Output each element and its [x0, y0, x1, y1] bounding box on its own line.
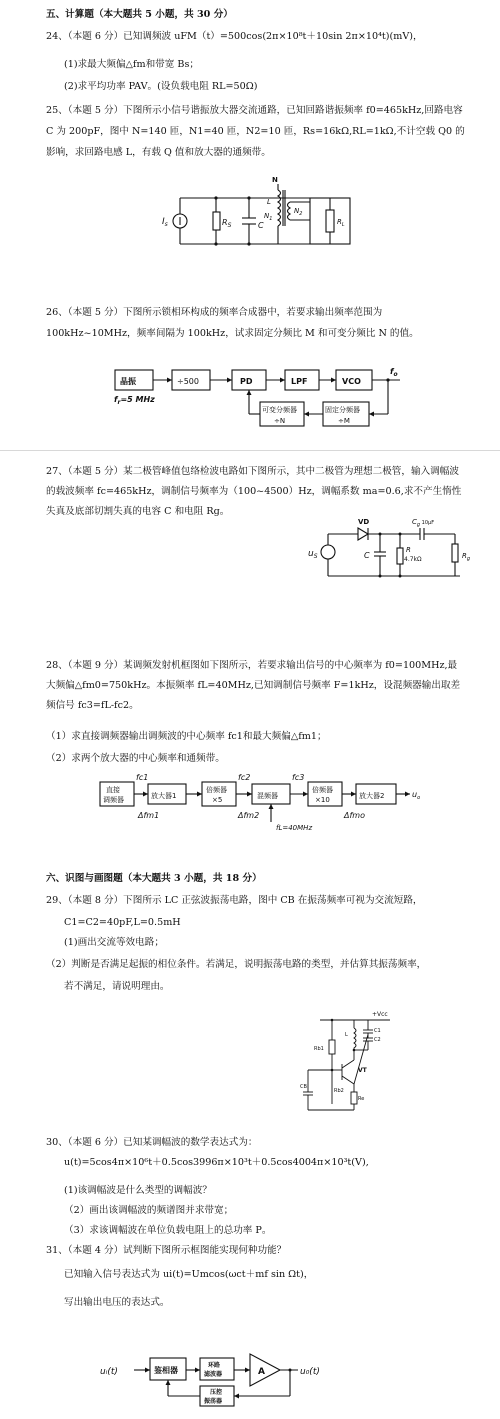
q31-ask: 写出输出电压的表达式。	[64, 1297, 170, 1308]
svg-text:调频器: 调频器	[103, 796, 124, 804]
svg-text:Δfm1: Δfm1	[138, 811, 160, 820]
svg-text:Δfmo: Δfmo	[344, 811, 365, 820]
q24-part1: (1)求最大频偏△fm和带宽 Bs；	[64, 59, 199, 70]
inductor-coil-icon	[278, 190, 281, 226]
q27-stem: 27、（本题 5 分）某二极管峰值包络检波电路如下图所示，其中二极管为理想二极管，输入调幅波的载波频率 fc=465kHz，调制信号频率为（100~4500）Hz，调幅系数 ma=0.6,求不产生惰性失真及底部切割失真的电容 C 和电阻 Rg。	[46, 466, 462, 517]
q25-stem: 25、（本题 5 分）下图所示小信号谐振放大器交流通路，已知回路谐振频率 f0=465kHz,回路电容 C 为 200pF，图中 N=140 匝，N1=40 匝，N2=10 匝，Rs=16kΩ,RL=1kΩ,不计空载 Q0 的影响，求回路电感 L，有载 Q 值和放大器的通频带。	[46, 105, 465, 158]
svg-text:混频器: 混频器	[257, 792, 278, 800]
resistor-rs-icon	[213, 212, 220, 230]
svg-text:CB: CB	[300, 1084, 307, 1090]
svg-text:PD: PD	[240, 377, 253, 386]
svg-text:fr=5 MHz: $f_r=5$ MHz	[114, 395, 155, 406]
q28-part2: （2）求两个放大器的中心频率和通频带。	[46, 753, 225, 764]
q28-block-diagram	[98, 768, 421, 838]
svg-text:放大器2: 放大器2	[359, 792, 385, 800]
svg-text:R: R	[406, 546, 411, 554]
q29-circuit	[300, 1010, 400, 1120]
q25-circuit	[160, 176, 360, 260]
svg-text:倍频器: 倍频器	[312, 786, 333, 794]
svg-text:fL=40MHz: fL=40MHz	[276, 824, 313, 832]
svg-text:VT: VT	[358, 1067, 367, 1074]
svg-text:可变分频器: 可变分频器	[262, 406, 297, 414]
svg-text:Cg 10μF: $C_g$ 10μF	[412, 518, 435, 528]
resistor-rl-icon	[326, 210, 334, 232]
q30-part1: (1)该调幅波是什么类型的调幅波？	[64, 1185, 212, 1196]
svg-text:固定分频器: 固定分频器	[325, 406, 360, 414]
svg-text:晶振: 晶振	[120, 377, 136, 386]
svg-text:C: C	[258, 221, 264, 230]
svg-text:LPF: LPF	[291, 377, 308, 386]
q29-part2: （2）判断是否满足起振的相位条件。若满足，说明振荡电路的类型，并估算其振荡频率，	[46, 959, 427, 970]
svg-text:4.7kΩ: 4.7kΩ	[404, 556, 422, 563]
q31-input: 已知输入信号表达式为 ui(t)=Umcos(ωct＋mf sin Ωt)，	[64, 1269, 314, 1280]
svg-text:÷N: ÷N	[274, 417, 286, 425]
q29-values: C1=C2=40pF,L=0.5mH	[64, 917, 181, 928]
svg-text:C: C	[364, 551, 370, 560]
q30-expression: u(t)=5cos4π×10⁶t＋0.5cos3996π×10³t＋0.5cos4004π×10³t(V),	[64, 1157, 369, 1168]
svg-text:÷500: ÷500	[177, 377, 199, 386]
svg-text:放大器1: 放大器1	[151, 792, 177, 800]
svg-text:×10: ×10	[315, 796, 330, 804]
q31-block-diagram	[100, 1350, 340, 1410]
svg-text:uS: $u_S$	[308, 549, 318, 560]
svg-text:振荡器: 振荡器	[204, 1398, 223, 1405]
svg-text:+Vcc: +Vcc	[372, 1011, 388, 1018]
svg-text:×5: ×5	[212, 796, 223, 804]
q28-stem: 28、（本题 9 分）某调频发射机框图如下图所示，若要求输出信号的中心频率为 f0=100MHz,最大频偏△fm0=750kHz。本振频率 fL=40MHz,已知调制信号频率 F=1kHz，设混频器输出取差频信号 fc3=fL-fc2。	[46, 660, 461, 711]
q26-block-diagram	[110, 362, 410, 434]
svg-text:Re: Re	[358, 1096, 365, 1102]
q28-part1: （1）求直接调频器输出调频波的中心频率 fc1和最大频偏△fm1；	[46, 731, 327, 742]
svg-text:C2: C2	[374, 1037, 381, 1043]
q24-stem: 24、（本题 6 分）已知调频波 uFM（t）=500cos(2π×10⁸t＋10sin 2π×10⁴t)(mV)，	[46, 31, 423, 42]
diode-icon	[358, 528, 368, 540]
svg-text:÷M: ÷M	[338, 417, 350, 425]
svg-text:VCO: VCO	[342, 377, 361, 386]
svg-text:fc2: fc2	[238, 773, 251, 782]
q30-part3: （3）求该调幅波在单位负载电阻上的总功率 P。	[64, 1225, 272, 1236]
svg-text:A: A	[258, 1367, 265, 1377]
svg-text:RL: $R_L$	[337, 218, 345, 228]
q31-stem: 31、（本题 4 分）试判断下图所示框图能实现何种功能？	[46, 1245, 287, 1256]
svg-text:鉴相器: 鉴相器	[154, 1366, 178, 1375]
svg-text:L: L	[267, 198, 271, 206]
svg-text:直接: 直接	[106, 786, 120, 794]
q24-part2: (2)求平均功率 PAV。(设负载电阻 RL=50Ω)	[64, 81, 258, 92]
q30-stem: 30、（本题 6 分）已知某调幅波的数学表达式为：	[46, 1137, 258, 1148]
svg-text:滤波器: 滤波器	[204, 1371, 223, 1378]
svg-text:VD: VD	[358, 518, 370, 526]
svg-text:N: N	[272, 176, 278, 184]
svg-text:Rb1: Rb1	[314, 1046, 324, 1052]
svg-text:Is: $I_s$	[162, 217, 168, 228]
svg-text:u₀(t): u₀(t)	[300, 1367, 320, 1377]
q27-circuit	[300, 514, 480, 584]
q29-part2-cont: 若不满足，请说明理由。	[64, 981, 170, 992]
svg-text:Rg: $R_g$	[462, 552, 471, 562]
svg-text:uo: $u_o$	[412, 790, 421, 801]
section6-heading: 六、识图与画图题（本大题共 3 小题，共 18 分）	[46, 873, 262, 884]
svg-text:C1: C1	[374, 1028, 381, 1034]
svg-text:N1: $N_1$	[264, 212, 273, 222]
svg-text:压控: 压控	[210, 1389, 223, 1396]
svg-text:RS: $R_S$	[222, 218, 232, 229]
svg-text:fc1: fc1	[136, 773, 149, 782]
svg-text:fc3: fc3	[292, 773, 305, 782]
svg-text:环路: 环路	[208, 1362, 221, 1369]
svg-text:uᵢ(t): uᵢ(t)	[100, 1367, 118, 1377]
q29-stem: 29、（本题 8 分）下图所示 LC 正弦波振荡电路，图中 CB 在振荡频率可视为交流短路，	[46, 895, 423, 906]
q30-part2: （2）画出该调幅波的频谱图并求带宽；	[64, 1205, 234, 1216]
svg-text:Rb2: Rb2	[334, 1088, 344, 1094]
svg-text:N2: $N_2$	[294, 207, 303, 217]
svg-text:L: L	[345, 1032, 348, 1038]
q26-stem: 26、（本题 5 分）下图所示锁相环构成的频率合成器中，若要求输出频率范围为 100kHz~10MHz，频率间隔为 100kHz，试求固定分频比 M 和可变分频比 N 的值。	[46, 307, 419, 339]
section5-heading: 五、计算题（本大题共 5 小题，共 30 分）	[46, 9, 233, 20]
svg-text:fo: $f_o$	[390, 367, 398, 378]
svg-text:倍频器: 倍频器	[206, 786, 227, 794]
q29-part1: (1)画出交流等效电路；	[64, 937, 164, 948]
svg-text:Δfm2: Δfm2	[238, 811, 260, 820]
